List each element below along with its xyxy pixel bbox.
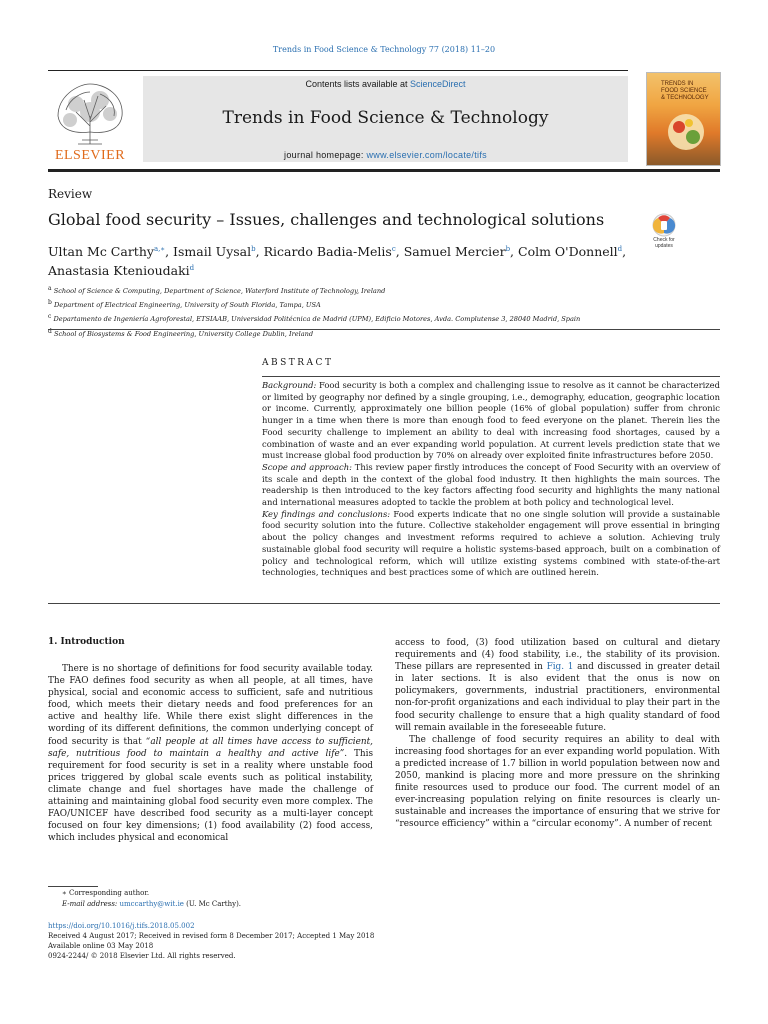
journal-citation-link[interactable]: Trends in Food Science & Technology 77 (2018) 11–20 [272,45,496,54]
cover-food-graphic [661,107,711,157]
journal-title: Trends in Food Science & Technology [222,108,549,128]
body-paragraph: There is no shortage of definitions for food security available today. The FAO defines food security as when all people, at all times, have physical, social and economic access to sufficient, safe and nutritious food, which meets their dietary needs and food preferences for an active and healthy life. While there exist slight differences in the wording of its different definitions, the common underlying concept of food security is that “all people at all times have access to sufficient, safe, nutritious food to maintain a healthy and active life”. This requirement for food security is set in a reality where unstable food prices triggered by global scale events such as political instability, climate change and fuel shortages have made the challenge of attaining and maintaining global food security even more complex. The FAO/UNICEF have described food security as a multi-layer concept focused on four key dimensions; (1) food availability (2) food access, which includes physical and economical [48,664,374,844]
doi-link[interactable]: https://doi.org/10.1016/j.tifs.2018.05.002 [48,922,195,930]
body-paragraph: The challenge of food security requires an ability to deal with increasing food shortages for an ever expanding world population. With a predicted increase of 1.7 billion in world population between now and 2050, mankind is placing more and more pressure on the shrinking finite resources used to produce our food. The current model of an ever-increasing population relying on finite resources is clearly un-sustainable and increases the importance of ensuring that we strive for “resource efficiency” within a “circular economy”. A number of recent [395,734,720,830]
introduction-heading: 1. Introduction [48,637,125,647]
author-name[interactable]: Ismail Uysal [173,244,252,260]
author-affil-sup[interactable]: a,∗ [153,245,166,253]
abstract-rule [262,376,720,377]
header-rule [48,70,628,71]
affiliation-item: $^a$ School of Science & Computing, Department of Science, Waterford Institute of Technology, Ireland [48,285,386,296]
available-online: Available online 03 May 2018 [48,942,154,950]
corresponding-author-note: ∗ Corresponding author. [62,889,150,897]
publisher-logo-text: ELSEVIER [54,148,126,163]
cover-title: TRENDS IN FOOD SCIENCE & TECHNOLOGY [661,81,709,101]
email-line: E-mail address: umccarthy@wit.ie (U. Mc Carthy). [62,900,242,908]
contents-line: Contents lists available at ScienceDirect [305,79,466,89]
author-name[interactable]: Anastasia Ktenioudaki [48,263,190,279]
author-name[interactable]: Ultan Mc Carthy [48,244,154,260]
check-for-updates-badge[interactable] [645,212,683,252]
email-link[interactable]: umccarthy@wit.ie [119,900,184,908]
figure-1-link[interactable]: Fig. 1 [546,662,574,673]
abstract-findings: Key findings and conclusions: Food experts indicate that no one single solution will provide a sustainable food security solution into the future. Collective stakeholder engagement will prove essential in bringing about the policy changes and investment reforms required to achieve a solution. Achieving truly sustainable global food security will require a holistic systems-based approach, built on a combination of policy and technological reform, which will utilize existing systems combined with state-of-the-art technologies, techniques and best practices some of which are outlined herein. [262,508,720,578]
abstract-heading: ABSTRACT [262,358,334,368]
author-list: Ultan Mc Carthy$^{a,∗}$, Ismail Uysal$^b$, Ricardo Badia-Melis$^c$, Samuel Mercier$^b$, Colm O'Donnell$^d$, Anastasia Ktenioudaki$^d$ [48,244,627,279]
author-affil-sup[interactable]: d [189,264,195,273]
affiliation-list [48,283,648,340]
author-name[interactable]: Samuel Mercier [403,244,506,260]
section-rule [48,329,720,330]
abstract-body [262,380,720,579]
check-updates-label: Check for updates [653,237,675,249]
author-affil-sup[interactable]: d [617,245,623,253]
article-type: Review [48,187,93,201]
article-metadata [48,921,448,961]
body-paragraph: access to food, (3) food utilization based on cultural and dietary requirements and (4) food stability, i.e., the stability of its provision. These pillars are represented in Fig. 1 and discussed in greater detail in later sections. It is also evident that the onus is now on policymakers, governments, industrial practitioners, environmental non-for-profit organizations and each individual to play their part in the food security challenge to ensure that a high quality standard of food will remain available in the foreseeable future. [395,638,721,733]
body-column-right [395,637,720,831]
sciencedirect-link[interactable]: ScienceDirect [410,79,466,89]
header-thick-rule [48,169,720,172]
author-affil-sup[interactable]: c [391,245,396,253]
copyright-line: 0924-2244/ © 2018 Elsevier Ltd. All rights reserved. [48,952,236,960]
abstract-background: Background: Food security is both a complex and challenging issue to resolve as it cannot be characterized or limited by geography nor defined by a single grouping, i.e., demography, education, geographic location or income. Currently, approximately one billion people (16% of global population) suffer from chronic hunger in a time when there is more than enough food to feed everyone on the planet. Therein lies the Food security challenge to implement an ability to deal with increasing food shortages, caused by a combination of waste and an ever expanding world population. At current levels prediction state that we must increase global food production by 70% on already over exploited finite infrastructures before 2050. [262,380,720,461]
author-name[interactable]: Ricardo Badia-Melis [263,244,392,260]
author-affil-sup[interactable]: b [505,245,511,253]
homepage-link[interactable]: www.elsevier.com/locate/tifs [366,150,487,160]
received-dates: Received 4 August 2017; Received in revised form 8 December 2017; Accepted 1 May 2018 [48,932,375,940]
footnote-rule [48,886,98,887]
check-updates-icon [645,212,683,238]
affiliation-item: $^b$ Department of Electrical Engineering, University of South Florida, Tampa, USA [48,299,321,310]
author-name[interactable]: Colm O'Donnell [518,244,618,260]
body-column-left [48,663,373,844]
author-affil-sup[interactable]: b [251,245,256,253]
affiliation-item: $^c$ Departamento de Ingeniería Agroforestal, ETSIAAB, Universidad Politécnica de Madrid (UPM), Edificio Motores, Avda. Complutense 3, 28040 Madrid, Spain [48,313,581,324]
journal-homepage: journal homepage: www.elsevier.com/locate/tifs [284,150,487,160]
footnote [48,888,398,910]
journal-cover-image[interactable] [646,72,721,166]
article-title: Global food security – Issues, challenges and technological solutions [48,210,605,229]
abstract-end-rule [48,603,720,604]
abstract-scope: Scope and approach: This review paper firstly introduces the concept of Food Security with an overview of its scale and depth in the context of the global food industry. It then highlights the main sources. The readership is then introduced to the key factors affecting food security and highlights the many national and international measures adopted to tackle the problem at both policy and technological level. [262,461,721,508]
affiliation-item: $^d$ School of Biosystems & Food Engineering, University College Dublin, Ireland [48,327,314,338]
